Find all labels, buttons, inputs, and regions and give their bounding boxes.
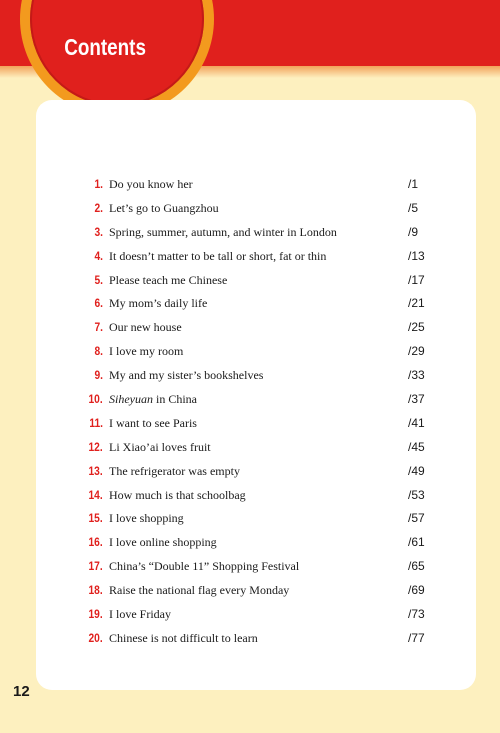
toc-number: 14. [88, 487, 103, 502]
toc-row[interactable] [0, 459, 500, 483]
toc-row[interactable] [0, 435, 500, 459]
toc-number: 11. [89, 415, 103, 430]
toc-page: /5 [408, 200, 419, 215]
toc-page: /49 [408, 463, 425, 478]
toc-row[interactable] [0, 411, 500, 435]
toc-title: I love my room [109, 344, 184, 359]
page-title: Contents [64, 34, 146, 60]
toc-row[interactable] [0, 506, 500, 530]
toc-title: China’s “Double 11” Shopping Festival [109, 559, 300, 574]
toc-row[interactable] [0, 244, 500, 268]
toc-page: /25 [408, 320, 425, 335]
toc-title: Li Xiao’ai loves fruit [109, 439, 211, 454]
toc-row[interactable] [0, 315, 500, 339]
toc-row[interactable] [0, 387, 500, 411]
toc-number: 7. [94, 320, 103, 335]
toc-number: 1. [94, 177, 103, 191]
toc-title: Please teach me Chinese [109, 272, 228, 287]
toc-row[interactable] [0, 196, 500, 220]
toc-title: Spring, summer, autumn, and winter in London [109, 224, 337, 239]
toc-page: /61 [408, 535, 425, 550]
toc-title: Do you know her [109, 177, 193, 191]
toc-title [109, 387, 197, 411]
toc-number: 15. [88, 511, 103, 526]
toc-row[interactable] [0, 172, 500, 196]
toc-page: /17 [408, 272, 425, 287]
toc-page: /21 [408, 296, 425, 311]
toc-title: The refrigerator was empty [109, 463, 240, 478]
toc-page: /65 [408, 559, 425, 574]
toc-page: /73 [408, 607, 425, 622]
toc-row[interactable] [0, 530, 500, 554]
toc-number: 5. [94, 272, 103, 287]
toc-title: I want to see Paris [109, 415, 197, 430]
toc-page: /9 [408, 224, 419, 239]
toc-title-rest: in China [153, 392, 197, 407]
toc-number: 3. [94, 224, 103, 239]
toc-row[interactable] [0, 339, 500, 363]
toc-page: /57 [408, 511, 425, 526]
toc-title-italic: Siheyuan [109, 392, 153, 407]
toc-title: Chinese is not difficult to learn [109, 630, 258, 645]
toc-number: 18. [88, 583, 103, 598]
toc-row[interactable] [0, 268, 500, 292]
toc-number: 12. [88, 439, 103, 454]
toc-page: /41 [408, 415, 425, 430]
toc-row[interactable] [0, 363, 500, 387]
toc-number: 13. [88, 463, 103, 478]
toc-title: Our new house [109, 320, 182, 335]
toc-row[interactable] [0, 291, 500, 315]
toc-page: /1 [408, 177, 419, 191]
toc-number: 6. [94, 296, 103, 311]
toc-title: How much is that schoolbag [109, 487, 246, 502]
toc-row[interactable] [0, 483, 500, 507]
toc-page: /77 [408, 630, 425, 645]
toc-row[interactable] [0, 554, 500, 578]
toc-number: 9. [94, 368, 103, 383]
toc-row[interactable] [0, 626, 500, 650]
toc-row[interactable] [0, 220, 500, 244]
toc-title: I love shopping [109, 511, 184, 526]
toc-title: I love Friday [109, 607, 171, 622]
toc-number: 20. [88, 630, 103, 645]
toc-row[interactable] [0, 578, 500, 602]
toc-row[interactable] [0, 602, 500, 626]
toc-number: 2. [94, 200, 103, 215]
toc-page: /53 [408, 487, 425, 502]
toc-number: 10. [88, 392, 103, 407]
toc-title: My and my sister’s bookshelves [109, 368, 264, 383]
toc-title: It doesn’t matter to be tall or short, fat or thin [109, 248, 327, 263]
toc-page: /69 [408, 583, 425, 598]
toc-title: My mom’s daily life [109, 296, 208, 311]
toc-number: 4. [94, 248, 103, 263]
toc-title: Let’s go to Guangzhou [109, 200, 219, 215]
toc-title: I love online shopping [109, 535, 217, 550]
page-number: 12 [13, 683, 30, 700]
toc-number: 16. [88, 535, 103, 550]
toc-page: /29 [408, 344, 425, 359]
toc-title: Raise the national flag every Monday [109, 583, 290, 598]
toc-page: /33 [408, 368, 425, 383]
table-of-contents [0, 172, 500, 650]
toc-number: 17. [88, 559, 103, 574]
toc-page: /45 [408, 439, 425, 454]
toc-page: /13 [408, 248, 425, 263]
toc-page: /37 [408, 392, 425, 407]
toc-number: 19. [88, 607, 103, 622]
toc-number: 8. [94, 344, 103, 359]
